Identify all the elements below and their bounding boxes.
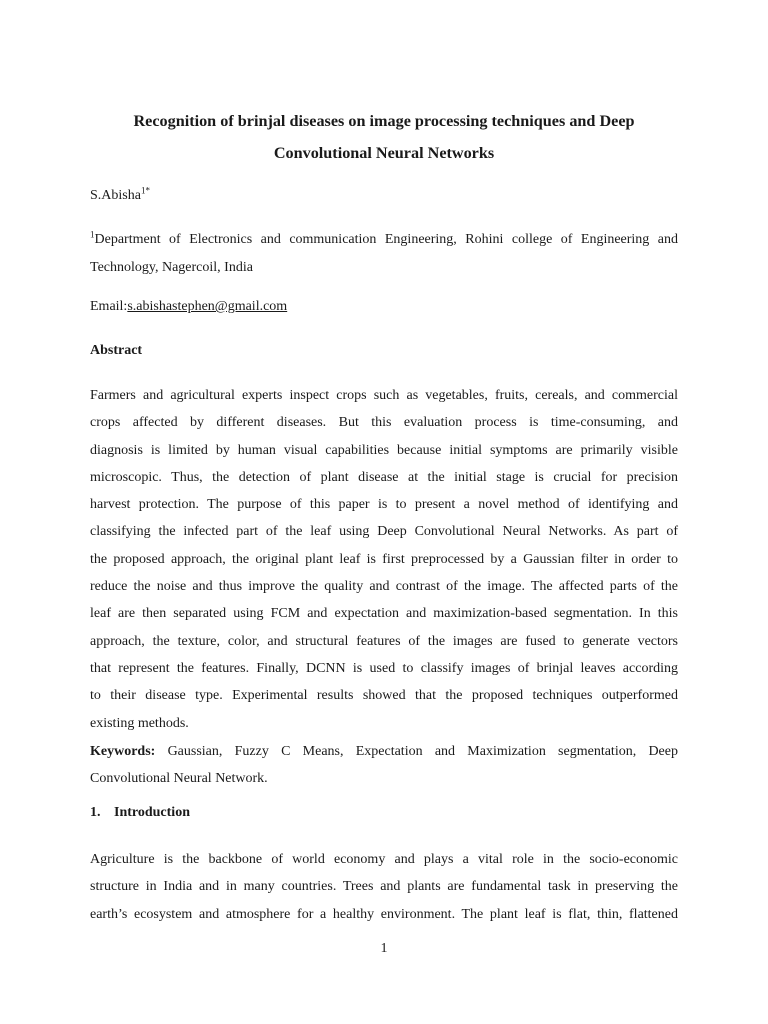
- title-line-2: Convolutional Neural Networks: [273, 144, 495, 162]
- section-number: 1.: [90, 805, 101, 820]
- keywords-line-1: Keywords: Gaussian, Fuzzy C Means, Expectation and Maximization segmentation, Deep: [90, 744, 678, 759]
- abstract-line: that represent the features. Finally, DCNN is used to classify images of brinjal leaves according: [90, 660, 678, 676]
- abstract-line: existing methods.: [90, 715, 189, 731]
- page-number: 1: [380, 941, 388, 956]
- abstract-line: leaf are then separated using FCM and expectation and maximization-based segmentation. In this: [90, 606, 678, 622]
- email-line: [90, 297, 287, 317]
- abstract-line: to their disease type. Experimental results showed that the proposed techniques outperformed: [90, 688, 678, 704]
- abstract-line: microscopic. Thus, the detection of plant disease at the initial stage is crucial for precision: [90, 469, 678, 485]
- abstract-line: approach, the texture, color, and structural features of the images are fused to generate vectors: [90, 633, 678, 649]
- abstract-line: reduce the noise and thus improve the quality and contrast of the image. The affected parts of the: [90, 579, 678, 595]
- abstract-body: [90, 382, 678, 737]
- title-line-1: Recognition of brinjal diseases on image processing techniques and Deep: [133, 112, 635, 130]
- abstract-line: classifying the infected part of the leaf using Deep Convolutional Neural Networks. As part of: [90, 524, 678, 540]
- intro-line: Agriculture is the backbone of world economy and plays a vital role in the socio-economic: [90, 852, 678, 867]
- section-heading-introduction: [90, 803, 190, 823]
- abstract-line: the proposed approach, the original plant leaf is first preprocessed by a Gaussian filter in order to: [90, 551, 678, 567]
- author-line: [90, 186, 150, 206]
- author-name: S.Abisha: [90, 188, 141, 203]
- abstract-line: crops affected by different diseases. But this evaluation process is time-consuming, and: [90, 415, 678, 431]
- email-label: Email:: [90, 299, 128, 314]
- keywords: [90, 738, 678, 793]
- keywords-label: Keywords:: [90, 744, 156, 759]
- affiliation-line-1: $^1$Department of Electronics and communication Engineering, Rohini college of Engineering and: [90, 229, 678, 247]
- abstract-heading: Abstract: [90, 343, 143, 358]
- intro-line: structure in India and in many countries. Trees and plants are fundamental task in preserving the: [90, 879, 678, 895]
- email-link[interactable]: s.abishastephen@gmail.com: [127, 299, 288, 314]
- affiliation-superscript: 1: [90, 229, 95, 240]
- affiliation: [90, 226, 678, 282]
- intro-line: earth’s ecosystem and atmosphere for a healthy environment. The plant leaf is flat, thin, flattened: [90, 906, 678, 922]
- keywords-line-2: Convolutional Neural Network.: [90, 771, 268, 787]
- paper-title: [60, 105, 708, 169]
- abstract-line: Farmers and agricultural experts inspect crops such as vegetables, fruits, cereals, and commercial: [90, 388, 678, 403]
- section-title: Introduction: [114, 805, 190, 820]
- introduction-body: [90, 846, 678, 928]
- abstract-line: harvest protection. The purpose of this paper is to present a novel method of identifying and: [90, 497, 678, 513]
- affiliation-line-2: Technology, Nagercoil, India: [90, 260, 253, 275]
- abstract-line: diagnosis is limited by human visual capabilities because initial symptoms are primarily visible: [90, 442, 678, 458]
- author-superscript: 1*: [140, 185, 150, 196]
